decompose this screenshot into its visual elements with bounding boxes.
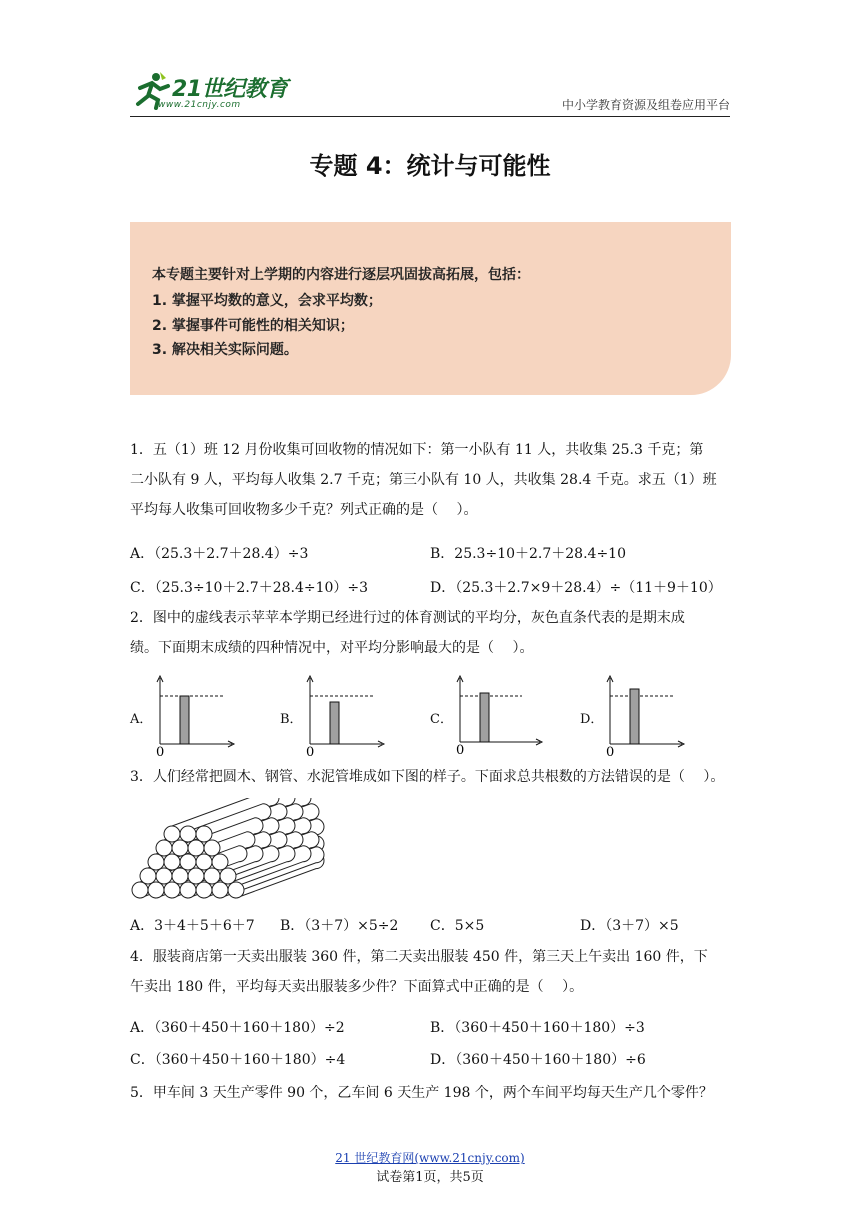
question-1 bbox=[130, 435, 730, 525]
log-end bbox=[148, 854, 164, 870]
log-end bbox=[188, 840, 204, 856]
zero-label: 0 bbox=[156, 745, 165, 760]
log-end bbox=[196, 826, 212, 842]
page-number: 试卷第1页，共5页 bbox=[376, 1170, 484, 1185]
intro-line: 本专题主要针对上学期的内容进行逐层巩固拔高拓展，包括： bbox=[152, 267, 530, 283]
q2-option-c-chart[interactable] bbox=[430, 670, 530, 760]
question-line: 4．服装商店第一天卖出服装 360 件，第二天卖出服装 450 件，第三天上午卖出 160 件，下 bbox=[130, 949, 708, 965]
log-end bbox=[156, 840, 172, 856]
q4-option-c[interactable]: C．（360＋450＋160＋180）÷4 bbox=[130, 1052, 346, 1068]
option-label: C． bbox=[430, 712, 453, 727]
q1-option-b[interactable]: B．25.3÷10＋2.7＋28.4÷10 bbox=[430, 546, 626, 562]
question-line: 平均每人收集可回收物多少千克？列式正确的是（ ）。 bbox=[130, 502, 478, 518]
question-line: 1．五（1）班 12 月份收集可回收物的情况如下：第一小队有 11 人，共收集 25.3 千克；第 bbox=[130, 442, 704, 458]
intro-line: 3. 解决相关实际问题。 bbox=[152, 342, 298, 358]
question-4 bbox=[130, 942, 730, 1002]
question-line: 5．甲车间 3 天生产零件 90 个，乙车间 6 天生产 198 个，两个车间平均每天生产几个零件？ bbox=[130, 1085, 713, 1101]
log-end bbox=[172, 840, 188, 856]
log-end bbox=[164, 826, 180, 842]
q4-option-a[interactable]: A．（360＋450＋160＋180）÷2 bbox=[130, 1020, 345, 1036]
intro-box bbox=[130, 222, 731, 395]
log-end bbox=[204, 840, 220, 856]
q4-option-d[interactable]: D．（360＋450＋160＋180）÷6 bbox=[430, 1052, 646, 1068]
log-end bbox=[180, 854, 196, 870]
log-end bbox=[204, 868, 220, 884]
logo-url: www.21cnjy.com bbox=[158, 100, 241, 110]
log-end bbox=[180, 882, 196, 898]
log-end bbox=[164, 882, 180, 898]
question-2 bbox=[130, 603, 730, 663]
zero-label: 0 bbox=[456, 743, 465, 758]
question-line: 午卖出 180 件，平均每天卖出服装多少件？下面算式中正确的是（ ）。 bbox=[130, 979, 584, 995]
question-line: 3．人们经常把圆木、钢管、水泥管堆成如下图的样子。下面求总共根数的方法错误的是（ ）。 bbox=[130, 769, 725, 785]
intro-line: 2. 掌握事件可能性的相关知识； bbox=[152, 318, 354, 334]
question-line: 绩。下面期末成绩的四种情况中，对平均分影响最大的是（ ）。 bbox=[130, 640, 534, 656]
q2-option-d-chart[interactable] bbox=[580, 670, 680, 760]
log-end bbox=[132, 882, 148, 898]
bar-chart-icon bbox=[150, 670, 250, 760]
q3-option-a[interactable]: A．3＋4＋5＋6＋7 bbox=[130, 918, 255, 934]
log-end bbox=[196, 854, 212, 870]
zero-label: 0 bbox=[606, 745, 615, 760]
log-end bbox=[220, 868, 236, 884]
log-end bbox=[196, 882, 212, 898]
log-end bbox=[228, 882, 244, 898]
option-label: A． bbox=[130, 712, 153, 727]
q1-option-a[interactable]: A．（25.3＋2.7＋28.4）÷3 bbox=[130, 546, 309, 562]
option-label: B． bbox=[280, 712, 303, 727]
intro-line: 1. 掌握平均数的意义，会求平均数； bbox=[152, 293, 382, 309]
header-divider bbox=[130, 116, 730, 117]
page-header bbox=[130, 66, 730, 118]
log-end bbox=[156, 868, 172, 884]
log-end bbox=[188, 868, 204, 884]
q4-option-b[interactable]: B．（360＋450＋160＋180）÷3 bbox=[430, 1020, 645, 1036]
question-3 bbox=[130, 762, 730, 792]
log-end bbox=[148, 882, 164, 898]
page-title: 专题 4：统计与可能性 bbox=[309, 152, 551, 180]
q1-option-d[interactable]: D．（25.3＋2.7×9＋28.4）÷（11＋9＋10） bbox=[430, 580, 722, 596]
q2-option-a-chart[interactable] bbox=[130, 670, 230, 760]
bar-chart-icon bbox=[300, 670, 400, 760]
option-label: D． bbox=[580, 712, 604, 727]
log-end bbox=[180, 826, 196, 842]
platform-name: 中小学教育资源及组卷应用平台 bbox=[561, 98, 730, 112]
bar-chart-icon bbox=[600, 670, 700, 760]
log-pile-illustration bbox=[128, 798, 332, 902]
q3-option-b[interactable]: B．（3＋7）×5÷2 bbox=[280, 918, 399, 934]
question-5 bbox=[130, 1078, 730, 1108]
q3-option-d[interactable]: D．（3＋7）×5 bbox=[580, 918, 679, 934]
question-line: 2．图中的虚线表示苹苹本学期已经进行过的体育测试的平均分，灰色直条代表的是期末成 bbox=[130, 610, 685, 626]
log-end bbox=[140, 868, 156, 884]
zero-label: 0 bbox=[306, 745, 315, 760]
question-line: 二小队有 9 人，平均每人收集 2.7 千克；第三小队有 10 人，共收集 28.4 千克。求五（1）班 bbox=[130, 472, 717, 488]
log-end bbox=[212, 854, 228, 870]
bar-chart-icon bbox=[450, 670, 550, 760]
q3-option-c[interactable]: C．5×5 bbox=[430, 918, 485, 934]
logo-text: 21世纪教育 bbox=[172, 77, 288, 102]
log-end bbox=[212, 882, 228, 898]
footer-link[interactable]: 21 世纪教育网(www.21cnjy.com) bbox=[335, 1151, 525, 1165]
q2-option-b-chart[interactable] bbox=[280, 670, 380, 760]
q1-option-c[interactable]: C．（25.3÷10＋2.7＋28.4÷10）÷3 bbox=[130, 580, 369, 596]
log-end bbox=[164, 854, 180, 870]
log-end bbox=[172, 868, 188, 884]
